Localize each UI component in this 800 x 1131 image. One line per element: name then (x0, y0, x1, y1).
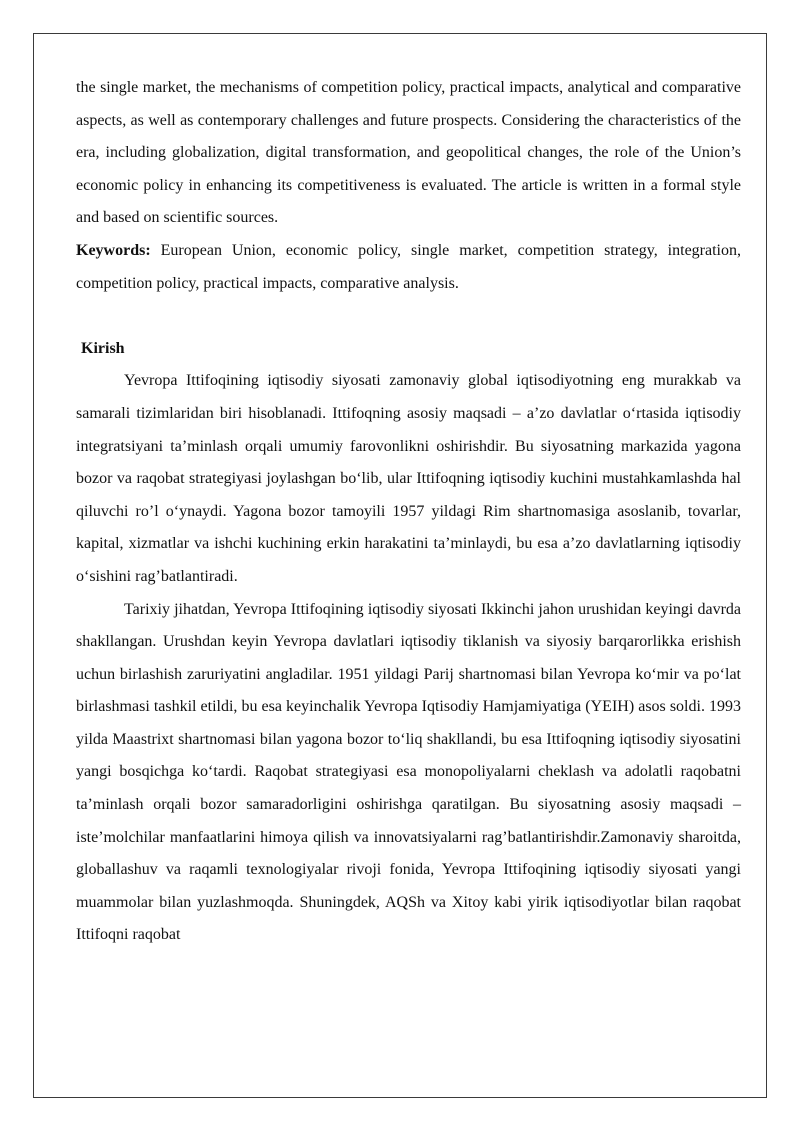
document-body (76, 72, 741, 952)
keywords-text: European Union, economic policy, single market, competition strategy, integration, competition policy, practical impacts, comparative analysis. (76, 241, 741, 292)
section-heading: Kirish (81, 339, 125, 357)
abstract-continuation: the single market, the mechanisms of competition policy, practical impacts, analytical and comparative aspects, as well as contemporary challenges and future prospects. Considering the characteristics of the era, including globalization, digital transformation, and geopolitical changes, the role of the Union’s economic policy in enhancing its competitiveness is evaluated. The article is written in a formal style and based on scientific sources. (76, 79, 741, 227)
keywords-label: Keywords: (76, 241, 151, 259)
body-paragraph-1: Yevropa Ittifoqining iqtisodiy siyosati zamonaviy global iqtisodiyotning eng murakkab va samarali tizimlaridan biri hisoblanadi. Ittifoqning asosiy maqsadi – a’zo davlatlar o‘rtasida iqtisodiy integratsiyani ta’minlash orqali umumiy farovonlikni oshirishdir. Bu siyosatning markazida yagona bozor va raqobat strategiyasi joylashgan bo‘lib, ular Ittifoqning iqtisodiy kuchini mustahkamlashda hal qiluvchi ro’l o‘ynaydi. Yagona bozor tamoyili 1957 yildagi Rim shartnomasiga asoslanib, tovarlar, kapital, xizmatlar va ishchi kuchining erkin harakatini ta’minlaydi, bu esa a’zo davlatlarning iqtisodiy o‘sishini rag’batlantiradi. (76, 372, 741, 585)
body-paragraph-2: Tarixiy jihatdan, Yevropa Ittifoqining iqtisodiy siyosati Ikkinchi jahon urushidan keyingi davrda shakllangan. Urushdan keyin Yevropa davlatlari iqtisodiy tiklanish va siyosiy barqarorlikka erishish uchun birlashish zaruriyatini angladilar. 1951 yildagi Parij shartnomasi bilan Yevropa ko‘mir va po‘lat birlashmasi tashkil etildi, bu esa keyinchalik Yevropa Iqtisodiy Hamjamiyatiga (YEIH) asos soldi. 1993 yilda Maastrixt shartnomasi bilan yagona bozor to‘liq shakllandi, bu esa Ittifoqning iqtisodiy siyosatini yangi bosqichga ko‘tardi. Raqobat strategiyasi esa monopoliyalarni cheklash va adolatli raqobatni ta’minlash orqali bozor samaradorligini oshirishga qaratilgan. Bu siyosatning asosiy maqsadi – iste’molchilar manfaatlarini himoya qilish va innovatsiyalarni rag’batlantirishdir.Zamonaviy sharoitda, globallashuv va raqamli texnologiyalar rivoji fonida, Yevropa Ittifoqining iqtisodiy siyosati yangi muammolar bilan yuzlashmoqda. Shuningdek, AQSh va Xitoy kabi yirik iqtisodiyotlar bilan raqobat Ittifoqni raqobat (76, 600, 741, 944)
keywords-paragraph (76, 235, 741, 300)
section-spacer (76, 300, 741, 333)
